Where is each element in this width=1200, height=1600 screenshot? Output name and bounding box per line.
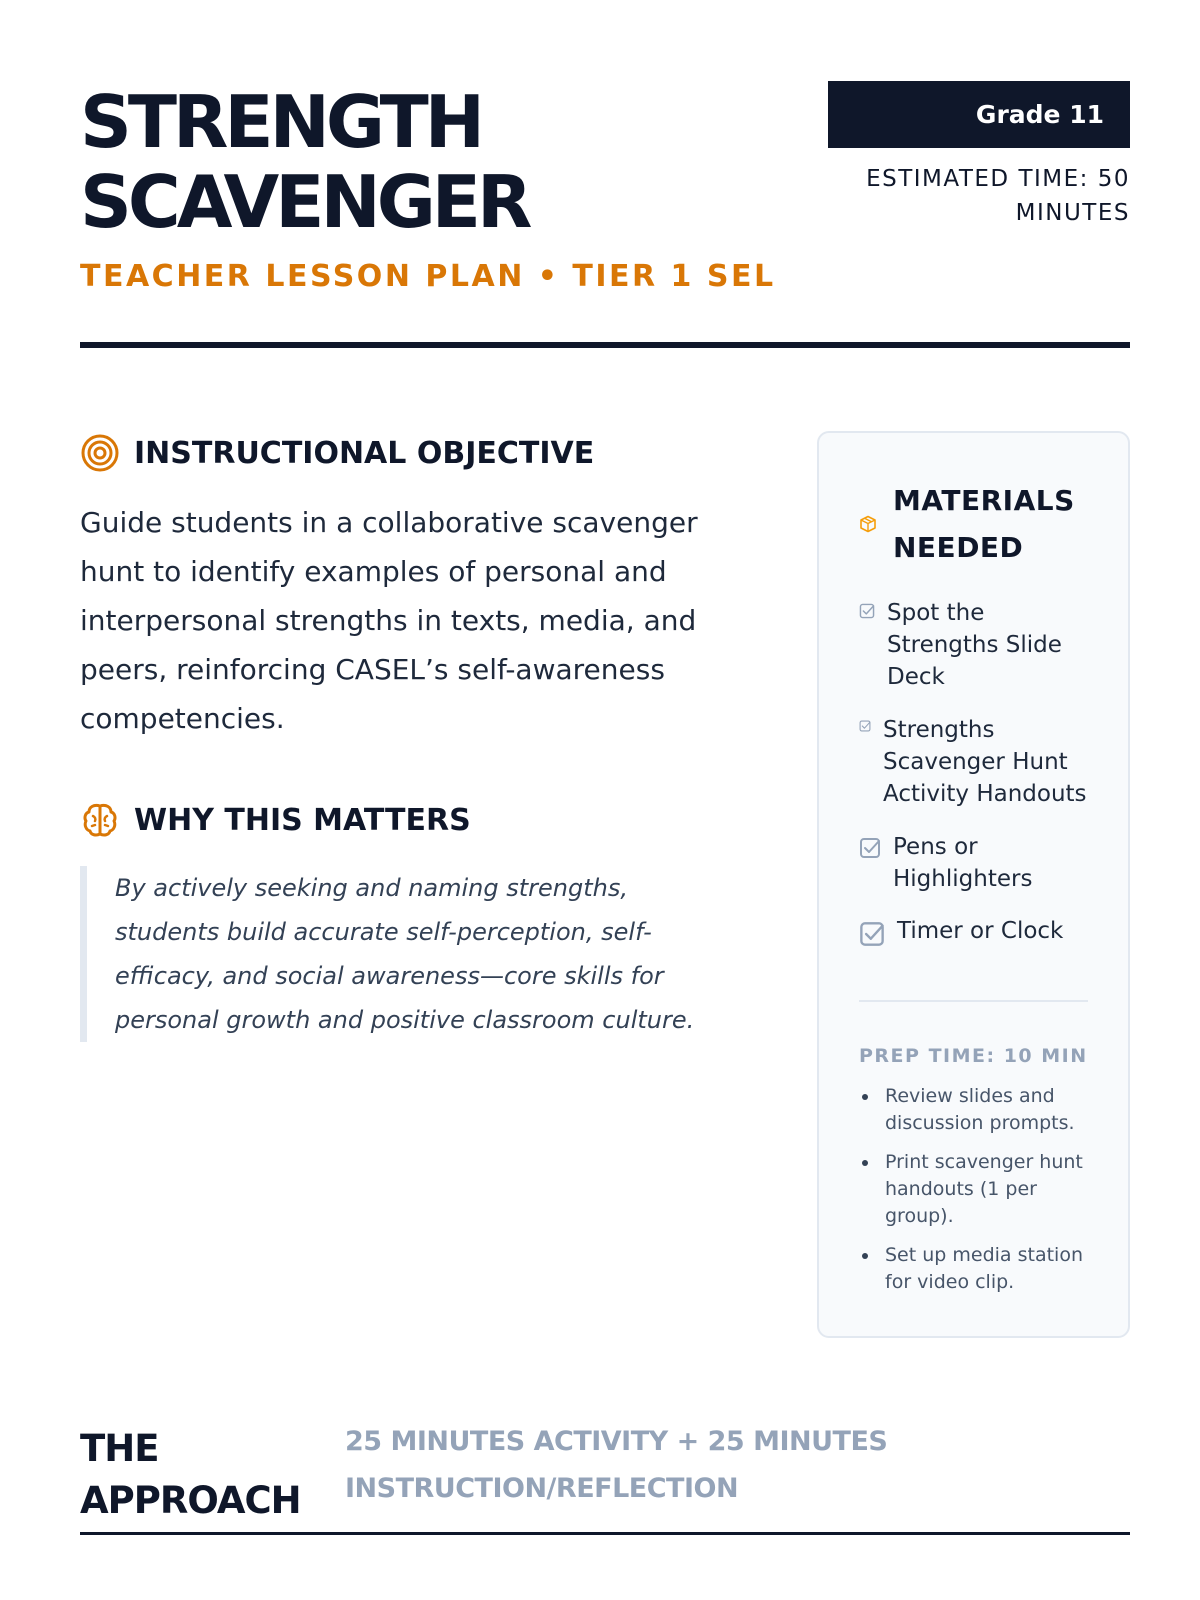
material-item — [859, 831, 1079, 895]
page-subtitle: TEACHER LESSON PLAN • TIER 1 SEL — [80, 259, 776, 294]
objective-heading-text: INSTRUCTIONAL OBJECTIVE — [134, 435, 595, 471]
approach-title — [80, 1423, 301, 1527]
approach-time: 25 MINUTES ACTIVITY + 25 MINUTES INSTRUCTION/REFLECTION — [345, 1426, 888, 1504]
estimated-time: ESTIMATED TIME: 50 MINUTES — [866, 166, 1130, 226]
prep-item: Set up media station for video clip. — [859, 1242, 1099, 1296]
checkbox-icon — [859, 837, 881, 859]
prep-item: Print scavenger hunt handouts (1 per group). — [859, 1149, 1099, 1230]
material-item-label: Spot the Strengths Slide Deck — [887, 600, 1062, 690]
prep-list — [859, 1083, 1099, 1308]
card-divider — [859, 1000, 1088, 1002]
checkbox-icon — [859, 720, 871, 732]
materials-heading — [859, 477, 1093, 571]
box-icon — [859, 515, 877, 533]
grade-badge: Grade 11 — [828, 81, 1130, 148]
objective-text: Guide students in a collaborative scavenger hunt to identify examples of personal and interpersonal strengths in texts, media, and peers, reinforcing CASEL’s self-awareness competencies. — [80, 506, 698, 735]
title-line-2: SCAVENGER — [80, 160, 529, 244]
checkbox-icon — [859, 921, 885, 947]
prep-item: Review slides and discussion prompts. — [859, 1083, 1099, 1137]
approach-title-line-1: THE — [80, 1427, 159, 1470]
approach-divider — [80, 1532, 1130, 1535]
brain-icon — [80, 800, 120, 840]
why-heading — [80, 800, 471, 840]
prep-time-label: PREP TIME: 10 MIN — [859, 1045, 1088, 1067]
material-item-label: Pens or Highlighters — [893, 834, 1033, 892]
material-item — [859, 915, 1099, 947]
why-quote — [80, 866, 735, 1042]
checkbox-icon — [859, 603, 875, 619]
material-item — [859, 714, 1099, 810]
material-item — [859, 597, 1079, 693]
material-item-label: Strengths Scavenger Hunt Activity Handouts — [883, 717, 1087, 807]
lesson-plan-page — [80, 0, 1130, 1600]
materials-card — [817, 431, 1130, 1338]
page-title — [80, 82, 528, 242]
why-heading-text: WHY THIS MATTERS — [134, 802, 471, 838]
header-divider — [80, 342, 1130, 348]
target-icon — [80, 433, 120, 473]
why-quote-text: By actively seeking and naming strengths, students build accurate self-perception, self-efficacy, and social awareness—core skills for personal growth and positive classroom culture. — [115, 874, 695, 1034]
title-line-1: STRENGTH — [80, 80, 482, 164]
material-item-label: Timer or Clock — [897, 918, 1064, 944]
objective-heading — [80, 433, 594, 473]
approach-title-line-2: APPROACH — [80, 1479, 301, 1522]
materials-heading-text: MATERIALS NEEDED — [893, 484, 1075, 564]
